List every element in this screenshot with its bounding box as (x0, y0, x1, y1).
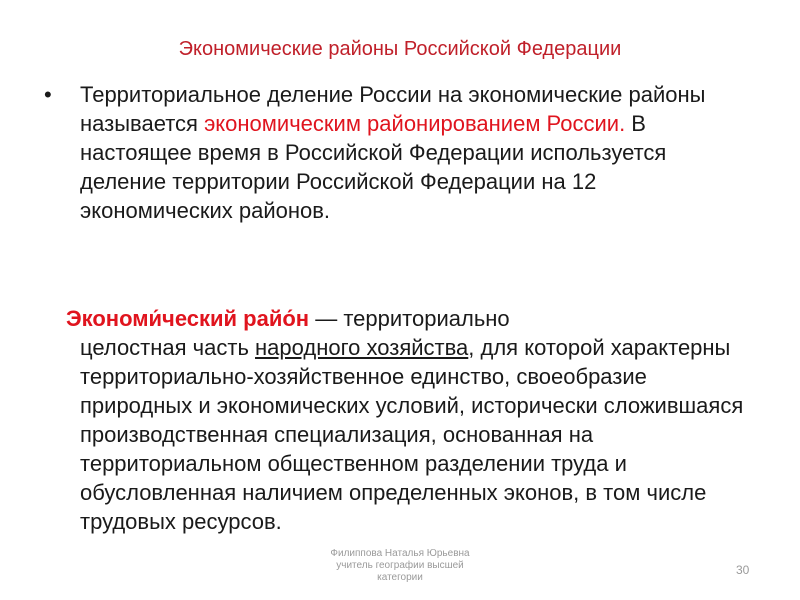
footer-line1: Филиппова Наталья Юрьевна (330, 548, 470, 559)
bullet-icon: • (44, 82, 52, 107)
bullet-text (80, 80, 730, 225)
definition-term: Экономи́ческий райо́н (66, 306, 310, 331)
national-economy-link[interactable]: народного хозяйства (255, 335, 469, 360)
definition-dash: — территориально (309, 306, 510, 331)
bullet-highlight: экономическим районированием России. (204, 111, 626, 136)
definition-line2-pre: целостная часть (80, 335, 256, 360)
definition-body (44, 333, 764, 536)
page-number: 30 (736, 563, 750, 577)
footer-line3: категории (377, 572, 423, 583)
author-footer (290, 548, 510, 584)
slide-title: Экономические районы Российской Федерации (178, 38, 622, 60)
definition-line2-post: , для (468, 335, 519, 360)
bullet-text-part2: В настоящее время в Российской Федерации используется деление территории Российской Федерации на 12 экономических районов. (80, 111, 667, 223)
definition-first-line (44, 304, 764, 333)
footer-line2: учитель географии высшей (336, 560, 464, 571)
definition-rest: которой характерны территориально-хозяйственное единство, своеобразие природных и экономических условий, исторически сложившаяся производственная специализация, основанная на территориальном общественном разделении труда и обусловленная наличием определенных эконов, в том числе трудовых ресурсов. (80, 335, 744, 534)
bullet-text-part1: Территориальное деление России на экономические районы называется (80, 82, 706, 136)
definition-paragraph (44, 304, 764, 536)
